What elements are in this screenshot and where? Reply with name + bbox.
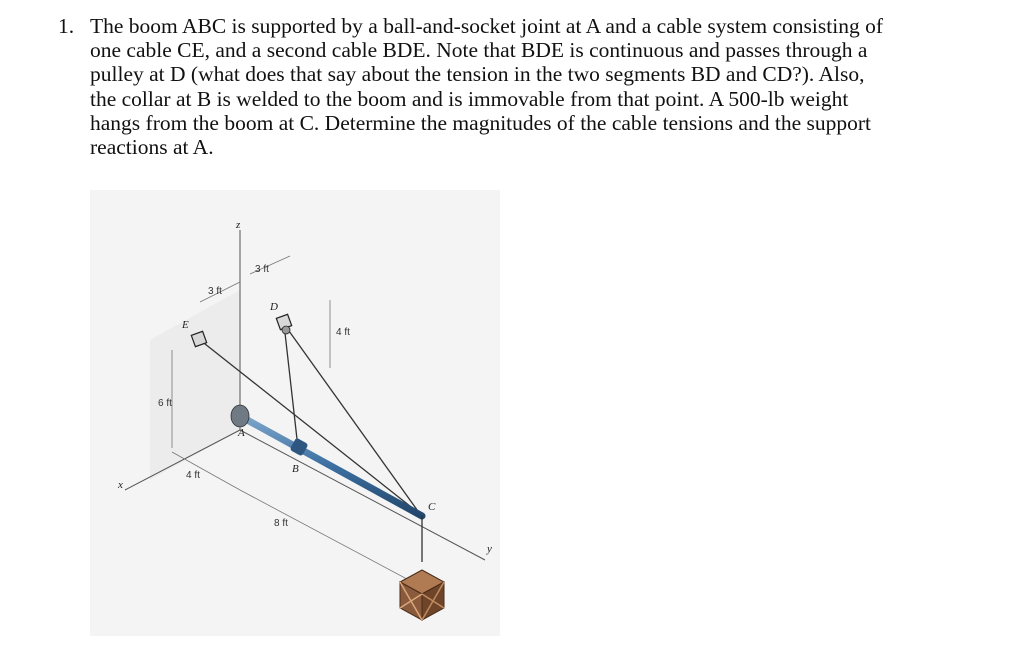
point-label-E: E — [182, 319, 189, 331]
dim-label-4ft: 4 ft — [186, 470, 200, 481]
ball-socket-A — [231, 405, 249, 427]
dim-line — [240, 490, 420, 586]
problem-number: 1. — [58, 14, 75, 38]
cable-BD — [284, 324, 298, 448]
cable-DE — [284, 324, 420, 514]
problem-line: reactions at A. — [90, 135, 214, 160]
z-axis-label: z — [236, 219, 241, 231]
pulley-wheel-icon — [282, 326, 290, 334]
x-axis-label: x — [118, 479, 123, 491]
problem-text — [90, 14, 958, 159]
y-axis — [240, 430, 485, 560]
boom-figure — [90, 190, 500, 636]
dim-label-4ft: 4 ft — [336, 327, 350, 338]
dim-line — [172, 452, 240, 490]
wall-plane — [150, 290, 240, 480]
dim-label-6ft: 6 ft — [158, 398, 172, 409]
point-label-B: B — [292, 463, 299, 475]
boom-diagram — [90, 190, 500, 636]
problem-line: The boom ABC is supported by a ball-and-socket joint at A and a cable system consisting of — [90, 14, 883, 38]
point-label-D: D — [270, 301, 278, 313]
point-label-C: C — [428, 501, 436, 513]
boom-ABC — [240, 416, 422, 516]
crate-weight — [400, 570, 444, 620]
problem-line: one cable CE, and a second cable BDE. Note that BDE is continuous and passes through a — [90, 38, 868, 63]
problem-line: hangs from the boom at C. Determine the magnitudes of the cable tensions and the support — [90, 110, 871, 135]
problem-statement — [58, 14, 958, 159]
dim-label-8ft: 8 ft — [274, 518, 288, 529]
dim-label-3ft: 3 ft — [255, 264, 269, 275]
point-label-A: A — [238, 427, 245, 439]
y-axis-label: y — [487, 543, 492, 555]
dim-label-3ft: 3 ft — [208, 286, 222, 297]
problem-line: the collar at B is welded to the boom and is immovable from that point. A 500-lb weight — [90, 86, 849, 111]
problem-line: pulley at D (what does that say about the tension in the two segments BD and CD?). Also, — [90, 62, 865, 87]
